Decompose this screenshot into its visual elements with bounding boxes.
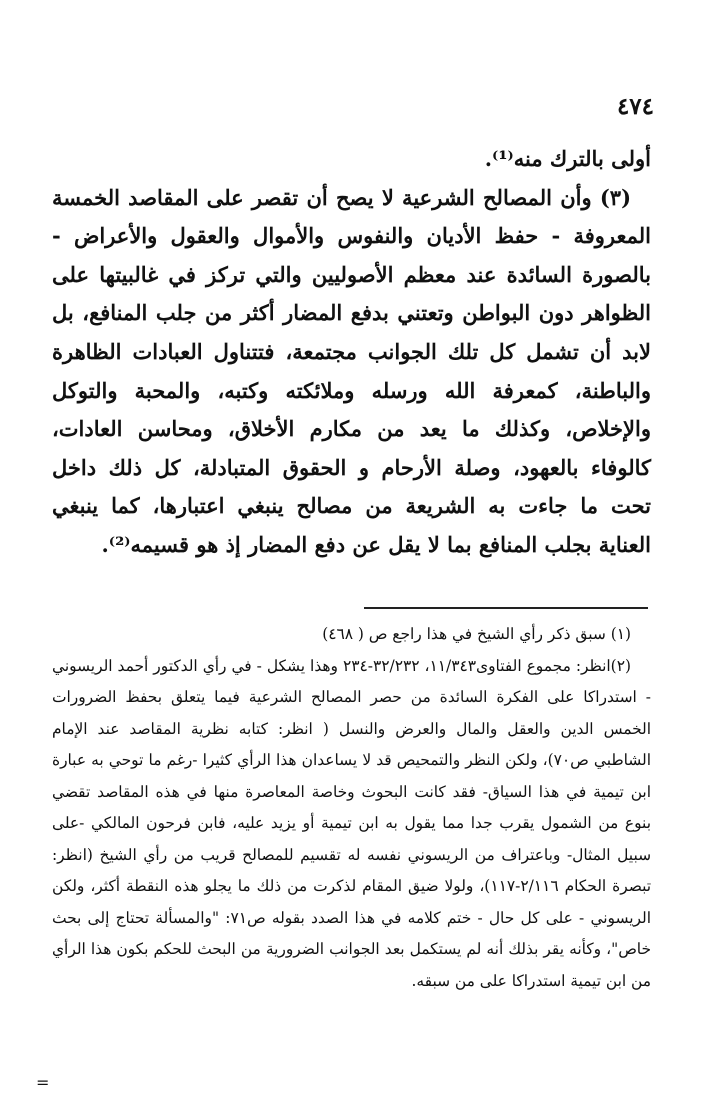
footnote-2: (٢)انظر: مجموع الفتاوى١١/٣٤٣، ٣٢/٢٣٢-٢٣٤ وهذا يشكل - في رأي الدكتور أحمد الريسوني - استدراكا على الفكرة السائدة من حصر المصالح الشرعية فيما يتعلق بحفظ الضرورات الخمس الدين والعقل والمال والعرض والنسل ( انظر: كتابه نظرية المقاصد عند الإمام الشاطبي ص٧٠)، ولكن النظر والتمحيص قد لا يساعدان هذا الرأي كثيرا -رغم ما توحي به عبارة ابن تيمية في هذا السياق- فقد كانت البحوث وخاصة المعاصرة منها في هذه المقاصد تقضي بنوع من الشمول يقرب جدا مما يقول به ابن تيمية أو يزيد عليه، فابن فرحون المالكي -على سبيل المثال- وباعتراف من الريسوني نفسه له تقسيم للمصالح قريب من رأي الشيخ (انظر: تبصرة الحكام ٢/١١٦-١١٧)، ولولا ضيق المقام لذكرت من ذلك ما يجلو هذه النقطة أكثر، ولكن الريسوني - على كل حال - ختم كلامه في هذا الصدد بقوله ص٧١: "والمسألة تحتاج إلى بحث خاص"، وكأنه يقر بذلك أنه لم يستكمل بعد الجوانب الضرورية من البحث للحكم بكون هذا الرأي من ابن تيمية استدراكا على من سبقه. [52, 656, 651, 990]
continuation-mark: = [36, 1073, 50, 1092]
body-line-1: أولى بالترك منه⁽¹⁾. [484, 146, 651, 171]
page-number: ٤٧٤ [616, 93, 654, 120]
body-paragraph-3: (٣) وأن المصالح الشرعية لا يصح أن تقصر على المقاصد الخمسة المعروفة - حفظ الأديان والنفوس والأموال والعقول والأعراض - بالصورة السائدة عند معظم الأصوليين والتي تركز في غالبيتها على الظواهر دون البواطن وتعتني بدفع المضار أكثر من جلب المنافع، بل لابد أن تشمل كل تلك الجوانب مجتمعة، فتتناول العبادات الظاهرة والباطنة، كمعرفة الله ورسله وملائكته وكتبه، والمحبة والتوكل والإخلاص، وكذلك ما يعد من مكارم الأخلاق، ومحاسن العادات، كالوفاء بالعهود، وصلة الأرحام و الحقوق المتبادلة، كل ذلك داخل تحت ما جاءت به الشريعة من مصالح ينبغي اعتبارها، كما ينبغي العناية بجلب المنافع بما لا يقل عن دفع المضار إذ هو قسيمه⁽²⁾. [52, 184, 651, 557]
main-text [52, 140, 651, 565]
footnote-separator [364, 607, 648, 609]
footnotes [52, 619, 651, 997]
footnote-1: (١) سبق ذكر رأي الشيخ في هذا راجع ص ( ٤٦٨) [322, 625, 631, 643]
